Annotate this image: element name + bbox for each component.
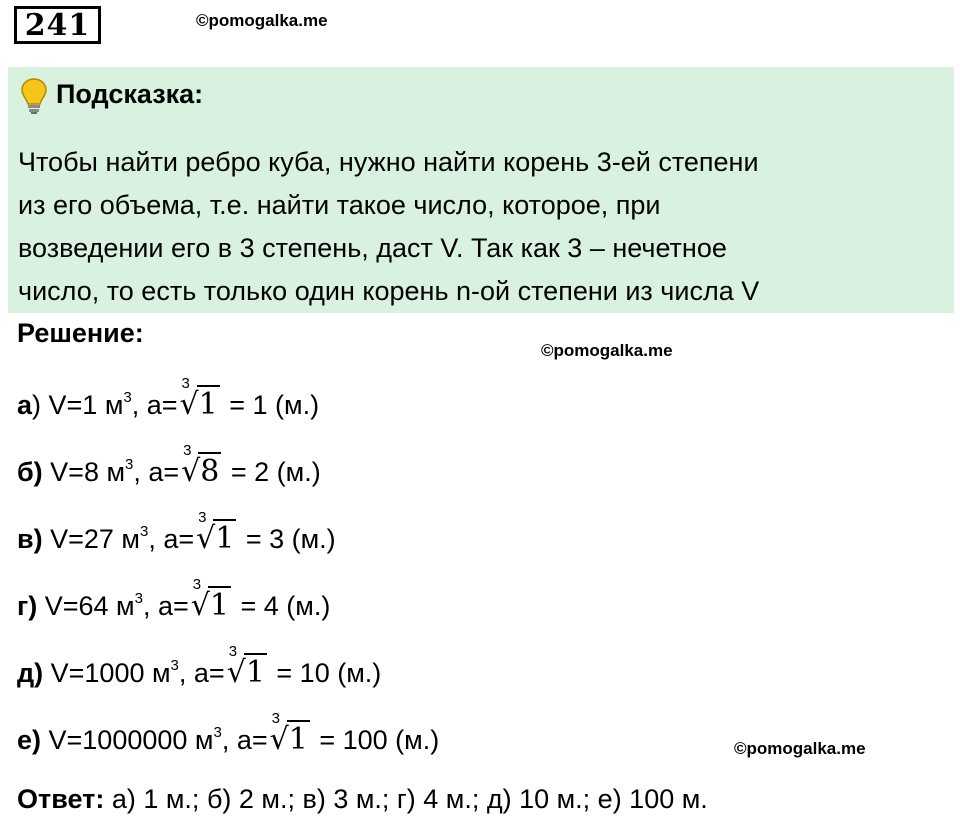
volume-text: V=8 м [42, 457, 126, 487]
cube-root: 3 √1 [226, 643, 265, 690]
radicand: 1 [288, 722, 308, 757]
exponent: 3 [213, 724, 222, 741]
watermark: ©pomogalka.me [541, 341, 673, 360]
result-text: = 2 (м.) [223, 457, 321, 487]
radicand: 1 [209, 588, 229, 623]
root-index: 3 [271, 710, 280, 727]
lightbulb-icon [20, 77, 48, 115]
hint-title: Подсказка: [56, 79, 204, 109]
solution-line-g [17, 576, 331, 628]
hint-line: возведении его в 3 степень, даст V. Так как 3 – нечетное [18, 233, 727, 263]
solution-line-v [17, 509, 336, 561]
root-index: 3 [228, 643, 238, 660]
result-text: = 100 (м.) [311, 725, 440, 755]
problem-number: 241 [14, 6, 101, 44]
edge-text: , a= [221, 725, 268, 755]
watermark: ©pomogalka.me [734, 739, 866, 758]
hint-line: из его объема, т.е. найти такое число, которое, при [18, 190, 661, 220]
solution-line-e [17, 710, 440, 762]
result-text: = 4 (м.) [232, 591, 331, 621]
root-index: 3 [183, 442, 192, 459]
root-index: 3 [181, 375, 190, 392]
radicand: 8 [200, 454, 220, 489]
hint-box [8, 67, 954, 313]
root-index: 3 [192, 576, 202, 593]
edge-text: , a= [133, 457, 180, 487]
root-index: 3 [198, 509, 207, 526]
edge-text: , a= [142, 591, 189, 621]
radicand: 1 [198, 387, 218, 422]
exponent: 3 [123, 389, 132, 406]
cube-root: 3 √1 [179, 375, 218, 422]
item-label: а [17, 390, 33, 420]
cube-root: 3 √8 [181, 442, 220, 489]
item-label: е) [17, 725, 42, 755]
hint-line: Чтобы найти ребро куба, нужно найти корень 3-ей степени [18, 147, 759, 177]
volume-text: ) V=1 м [32, 390, 124, 420]
exponent: 3 [134, 590, 143, 607]
answer-line [17, 784, 708, 815]
volume-text: V=64 м [37, 591, 135, 621]
cube-root: 3 √1 [269, 710, 308, 757]
radicand: 1 [245, 655, 265, 690]
item-label: в) [17, 524, 43, 554]
answer-text: а) 1 м.; б) 2 м.; в) 3 м.; г) 4 м.; д) 10 м.; е) 100 м. [104, 784, 708, 814]
item-label: д) [17, 658, 44, 688]
hint-text [18, 141, 950, 313]
solution-line-a [17, 375, 320, 427]
watermark: ©pomogalka.me [196, 11, 328, 30]
cube-root: 3 √1 [190, 576, 229, 623]
solution-line-d [17, 643, 382, 695]
exponent: 3 [139, 523, 149, 540]
solution-title: Решение: [17, 318, 144, 348]
hint-line: число, то есть только один корень n-ой степени из числа V [18, 276, 760, 306]
edge-text: , a= [148, 524, 195, 554]
answer-label: Ответ: [17, 784, 105, 814]
exponent: 3 [170, 657, 179, 674]
radicand: 1 [215, 521, 235, 556]
volume-text: V=1000 м [43, 658, 171, 688]
item-label: г) [17, 591, 38, 621]
volume-text: V=1000000 м [41, 725, 214, 755]
volume-text: V=27 м [42, 524, 140, 554]
result-text: = 1 (м.) [221, 390, 320, 420]
result-text: = 3 (м.) [238, 524, 336, 554]
cube-root: 3 √1 [196, 509, 235, 556]
edge-text: , a= [131, 390, 178, 420]
solution-line-b [17, 442, 321, 494]
exponent: 3 [125, 456, 134, 473]
result-text: = 10 (м.) [268, 658, 382, 688]
item-label: б) [17, 457, 43, 487]
edge-text: , a= [178, 658, 225, 688]
